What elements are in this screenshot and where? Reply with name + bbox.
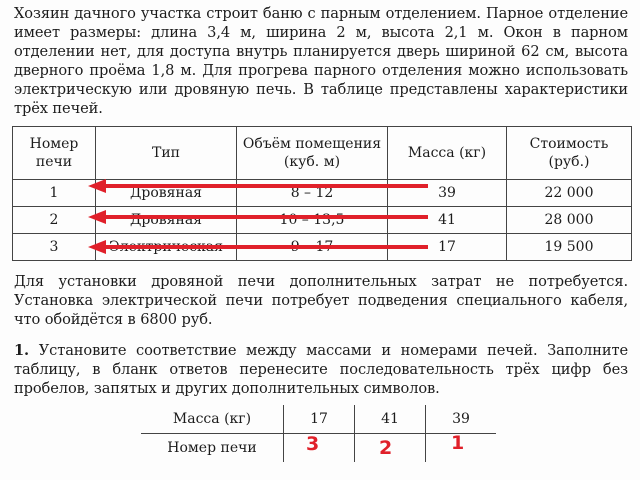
- intro-paragraph: Хозяин дачного участка строит баню с парным отделением. Парное отделение имеет размеры: длина 3,4 м, ширина 2 м, высота 2,1 м. Окон в парном отделении нет, для доступа внутрь планируется дверь шириной 62 см, высота дверного проёма 1,8 м. Для прогрева парного отделения можно использовать электрическую или дровяную печь. В таблице представлены характеристики трёх печей.: [14, 5, 628, 117]
- cell-number: 1: [13, 180, 96, 207]
- header-cost: Стоимость (руб.): [507, 127, 632, 180]
- cell-volume: 8 – 12: [237, 180, 388, 207]
- cell-cost: 28 000: [507, 207, 632, 234]
- header-volume: Объём помещения (куб. м): [237, 127, 388, 180]
- table-row: [13, 180, 632, 207]
- cell-mass: 39: [388, 180, 507, 207]
- stoves-table: [12, 126, 632, 261]
- task-paragraph: [14, 341, 628, 398]
- table-row: [13, 234, 632, 261]
- header-mass: Масса (кг): [388, 127, 507, 180]
- answer-mass-cell: 39: [426, 405, 497, 434]
- cell-volume: 10 – 13,5: [237, 207, 388, 234]
- task-text: Установите соответствие между массами и номерами печей. Заполните таблицу, в бланк ответов перенесите последовательность трёх цифр без пробелов, запятых и других дополнительных символов.: [14, 342, 628, 397]
- cell-mass: 17: [388, 234, 507, 261]
- header-number: Номер печи: [13, 127, 96, 180]
- additional-costs-paragraph: Для установки дровяной печи дополнительных затрат не потребуется. Установка электрической печи потребует подведения специального кабеля, что обойдётся в 6800 руб.: [14, 273, 628, 328]
- answer-mass-cell: 41: [355, 405, 426, 434]
- number-label: Номер печи: [141, 434, 284, 463]
- answer-mass-row: [141, 405, 496, 434]
- task-number: 1.: [14, 342, 30, 359]
- cell-type: Электрическая: [96, 234, 237, 261]
- handwritten-answer: 2: [379, 437, 393, 459]
- handwritten-answer: 1: [451, 432, 465, 454]
- table-row: [13, 207, 632, 234]
- header-type: Тип: [96, 127, 237, 180]
- handwritten-answer: 3: [306, 433, 320, 455]
- mass-label: Масса (кг): [141, 405, 284, 434]
- cell-cost: 19 500: [507, 234, 632, 261]
- answer-mass-cell: 17: [284, 405, 355, 434]
- cell-number: 2: [13, 207, 96, 234]
- cell-type: Дровяная: [96, 180, 237, 207]
- table-header-row: [13, 127, 632, 180]
- cell-mass: 41: [388, 207, 507, 234]
- cell-volume: 9 – 17: [237, 234, 388, 261]
- cell-type: Дровяная: [96, 207, 237, 234]
- cell-cost: 22 000: [507, 180, 632, 207]
- cell-number: 3: [13, 234, 96, 261]
